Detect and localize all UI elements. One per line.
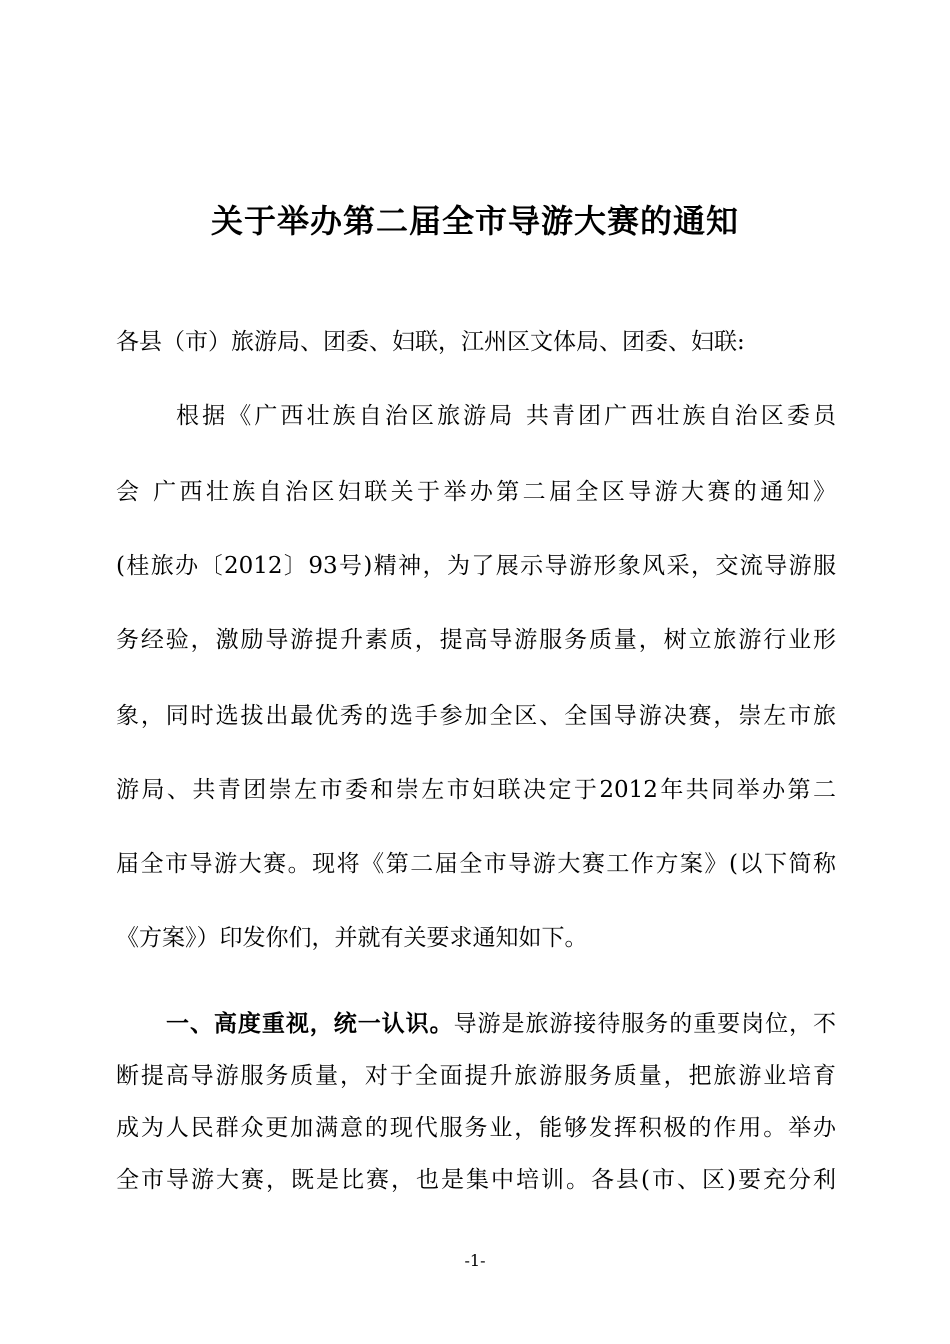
paragraph-line: 根据《广西壮族自治区旅游局 共青团广西壮族自治区委员 xyxy=(176,403,836,429)
section-1-line: 成为人民群众更加满意的现代服务业，能够发挥积极的作用。举办 xyxy=(116,1115,836,1141)
section-1-line: 断提高导游服务质量，对于全面提升旅游服务质量，把旅游业培育 xyxy=(116,1063,836,1089)
section-1-heading: 一、高度重视，统一认识。 xyxy=(166,1011,454,1037)
salutation: 各县（市）旅游局、团委、妇联，江州区文体局、团委、妇联: xyxy=(116,329,745,355)
paragraph-line: 务经验，激励导游提升素质，提高导游服务质量，树立旅游行业形 xyxy=(116,627,836,653)
section-1-text: 导游是旅游接待服务的重要岗位，不 xyxy=(453,1011,836,1037)
paragraph-line: 《方案》）印发你们，并就有关要求通知如下。 xyxy=(116,925,588,951)
paragraph-line: 会 广西壮族自治区妇联关于举办第二届全区导游大赛的通知》 xyxy=(116,479,836,505)
document-title: 关于举办第二届全市导游大赛的通知 xyxy=(210,202,739,240)
paragraph-line: (桂旅办〔2012〕93号)精神，为了展示导游形象风采，交流导游服 xyxy=(116,553,836,579)
paragraph-line: 游局、共青团崇左市委和崇左市妇联决定于2012年共同举办第二 xyxy=(116,777,836,803)
paragraph-line: 届全市导游大赛。现将《第二届全市导游大赛工作方案》(以下简称 xyxy=(116,851,836,877)
page-number: -1- xyxy=(464,1251,486,1270)
section-1-line: 全市导游大赛，既是比赛，也是集中培训。各县(市、区)要充分利 xyxy=(116,1167,836,1193)
section-1-first-line xyxy=(166,1004,836,1044)
paragraph-line: 象，同时选拔出最优秀的选手参加全区、全国导游决赛，崇左市旅 xyxy=(116,703,836,729)
